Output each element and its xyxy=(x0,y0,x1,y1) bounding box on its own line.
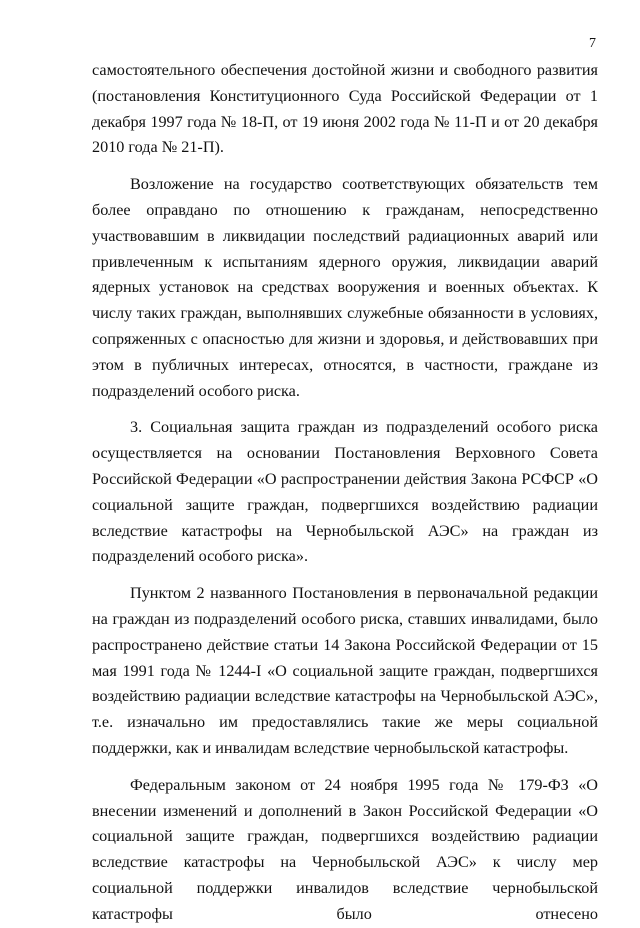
paragraph-state-obligations: Возложение на государство соответствующих обязательств тем более оправдано по отношению к гражданам, непосредственно участвовавшим в ликвидации последствий радиационных аварий или привлеченным к испытаниям ядерного оружия, ликвидации аварий ядерных установок на средствах вооружения и военных объектах. К числу таких граждан, выполнявших служебные обязанности в условиях, сопряженных с опасностью для жизни и здоровья, и действовавших при этом в публичных интересах, относятся, в частности, граждане из подразделений особого риска. xyxy=(92,175,598,400)
page-number: 7 xyxy=(589,36,596,51)
paragraph-social-protection: 3. Социальная защита граждан из подразделений особого риска осуществляется на основании Постановления Верховного Совета Российской Федерации «О распространении действия Закона РСФСР «О социальной защите граждан, подвергшихся воздействию радиации вследствие катастрофы на Чернобыльской АЭС» на граждан из подразделений особого риска». xyxy=(92,418,598,566)
paragraph-resolution-point-2: Пунктом 2 названного Постановления в первоначальной редакции на граждан из подразделений особого риска, ставших инвалидами, было распространено действие статьи 14 Закона Российской Федерации от 15 мая 1991 года № 1244-I «О социальной защите граждан, подвергшихся воздействию радиации вследствие катастрофы на Чернобыльской АЭС», т.е. изначально им предоставлялись такие же меры социальной поддержки, как и инвалидам вследствие чернобыльской катастрофы. xyxy=(92,584,598,757)
paragraph-federal-law-179: Федеральным законом от 24 ноября 1995 года № 179-ФЗ «О внесении изменений и дополнений в Закон Российской Федерации «О социальной защите граждан, подвергшихся воздействию радиации вследствие катастрофы на Чернобыльской АЭС» к числу мер социальной поддержки инвалидов вследствие чернобыльской катастрофы было отнесено xyxy=(92,775,598,923)
paragraph-continuation: самостоятельного обеспечения достойной жизни и свободного развития (постановления Конституционного Суда Российской Федерации от 1 декабря 1997 года № 18-П, от 19 июня 2002 года № 11-П и от 20 декабря 2010 года № 21-П). xyxy=(92,61,598,157)
document-body xyxy=(92,58,598,928)
